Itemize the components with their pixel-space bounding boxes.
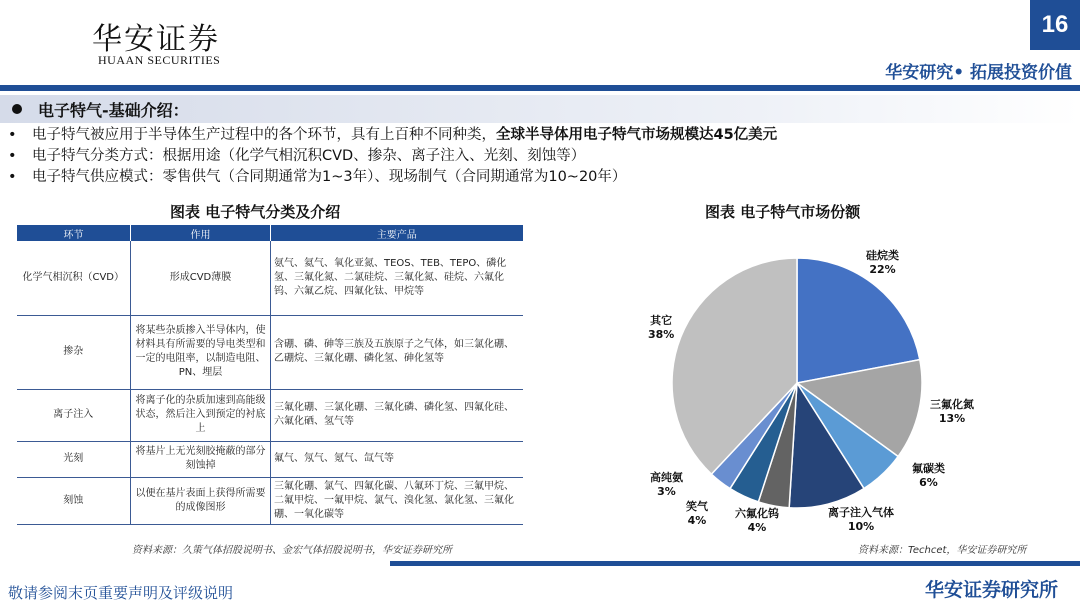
bullet-dot: • xyxy=(8,169,17,185)
bullet-item xyxy=(8,125,1068,146)
pie-label-name: 氟碳类 xyxy=(912,462,945,475)
table-cell-products: 氨气、氦气、氧化亚氮、TEOS、TEB、TEPO、磷化氢、三氟化氮、二氯硅烷、三氟化氮、硅烷、六氟化钨、六氟乙烷、四氟化钛、甲烷等 xyxy=(271,241,523,315)
pie-label-name: 六氟化钨 xyxy=(735,507,779,520)
table-row xyxy=(17,315,523,389)
pie-label-name: 离子注入气体 xyxy=(828,506,894,519)
bullet-item xyxy=(8,167,1068,188)
pie-label-value: 6% xyxy=(919,476,938,489)
gas-classification-table xyxy=(16,225,523,525)
bullet-list xyxy=(8,125,1068,188)
bullet-item xyxy=(8,146,1068,167)
pie-label-value: 22% xyxy=(869,263,896,276)
pie-label-silane xyxy=(866,249,899,277)
section-bullet-icon xyxy=(12,104,22,114)
table-cell-products: 三氟化硼、氯气、四氟化碳、八氟环丁烷、三氟甲烷、二氟甲烷、一氟甲烷、氯气、溴化氢、氯化氢、三氟化硼、一氧化碳等 xyxy=(271,477,523,524)
table-header-products: 主要产品 xyxy=(271,225,523,241)
table-cell-stage: 光刻 xyxy=(17,441,131,477)
pie-label-name: 其它 xyxy=(650,314,673,327)
table-cell-role: 形成CVD薄膜 xyxy=(131,241,271,315)
table-cell-stage: 离子注入 xyxy=(17,389,131,441)
footer-brand: 华安证券研究所 xyxy=(924,579,1058,601)
pie-label-wf6 xyxy=(735,507,779,535)
pie-source-note: 资料来源：Techcet，华安证券研究所 xyxy=(858,545,1027,556)
pie-label-other xyxy=(648,314,674,342)
table-cell-products: 含硼、磷、砷等三族及五族原子之气体，如三氯化硼、乙硼烷、三氟化硼、磷化氢、砷化氢等 xyxy=(271,315,523,389)
bullet-text: 电子特气供应模式：零售供气（合同期通常为1~3年）、现场制气（合同期通常为10~20年） xyxy=(32,169,627,185)
pie-label-ion-implant xyxy=(828,506,894,534)
pie-label-value: 4% xyxy=(747,521,767,534)
table-cell-role: 将某些杂质掺入半导体内，使材料具有所需要的导电类型和一定的电阻率，以制造电阻、PN、埋层 xyxy=(131,315,271,389)
table-row xyxy=(17,441,523,477)
section-header xyxy=(0,95,1080,123)
table-cell-role: 将离子化的杂质加速到高能级状态，然后注入到预定的衬底上 xyxy=(131,389,271,441)
pie-label-value: 13% xyxy=(938,412,966,425)
pie-label-name: 笑气 xyxy=(686,500,708,513)
table-row xyxy=(17,241,523,315)
table-header-stage: 环节 xyxy=(17,225,131,241)
table-header-role: 作用 xyxy=(131,225,271,241)
table-cell-role: 以便在基片表面上获得所需要的成像图形 xyxy=(131,477,271,524)
table-row xyxy=(17,477,523,524)
pie-label-value: 10% xyxy=(847,520,875,533)
header-divider xyxy=(0,85,1080,91)
pie-label-name: 高纯氨 xyxy=(650,471,683,484)
table-cell-stage: 掺杂 xyxy=(17,315,131,389)
table-cell-stage: 化学气相沉积（CVD） xyxy=(17,241,131,315)
pie-label-value: 38% xyxy=(648,328,675,341)
bullet-text: 电子特气被应用于半导体生产过程中的各个环节，具有上百种不同种类， xyxy=(32,127,496,143)
table-source-note: 资料来源：久策气体招股说明书、金宏气体招股说明书，华安证券研究所 xyxy=(132,545,452,556)
pie-label-value: 4% xyxy=(687,514,707,527)
header-slogan: 华安研究• 拓展投资价值 xyxy=(885,63,1072,83)
pie-chart xyxy=(640,232,980,552)
section-title: 电子特气-基础介绍： xyxy=(38,101,189,120)
bullet-strong-text: 全球半导体用电子特气市场规模达45亿美元 xyxy=(496,127,778,143)
table-row xyxy=(17,389,523,441)
page-number: 16 xyxy=(1030,0,1080,50)
bullet-text: 电子特气分类方式：根据用途（化学气相沉积CVD、掺杂、离子注入、光刻、刻蚀等） xyxy=(32,148,586,164)
footer-divider xyxy=(390,561,1080,566)
company-logo-cn: 华安证券 xyxy=(92,22,220,57)
pie-figure-title: 图表 电子特气市场份额 xyxy=(705,203,861,221)
pie-label-nf3 xyxy=(930,398,974,426)
footer-disclaimer: 敬请参阅末页重要声明及评级说明 xyxy=(8,584,234,602)
bullet-dot: • xyxy=(8,127,17,143)
pie-label-nh3 xyxy=(650,471,683,499)
table-cell-products: 三氟化硼、三氯化硼、三氟化磷、磷化氢、四氟化硅、六氟化硒、氢气等 xyxy=(271,389,523,441)
table-figure-title: 图表 电子特气分类及介绍 xyxy=(170,203,341,221)
pie-label-name: 硅烷类 xyxy=(866,249,899,262)
table-header-row xyxy=(17,225,523,241)
pie-label-n2o xyxy=(686,500,708,528)
bullet-dot: • xyxy=(8,148,17,164)
table-cell-products: 氟气、氖气、氪气、氙气等 xyxy=(271,441,523,477)
pie-label-value: 3% xyxy=(657,485,676,498)
pie-label-fluorocarbon xyxy=(912,462,945,490)
table-cell-stage: 刻蚀 xyxy=(17,477,131,524)
company-logo-en: HUAAN SECURITIES xyxy=(98,53,221,67)
table-cell-role: 将基片上无光刻胶掩蔽的部分刻蚀掉 xyxy=(131,441,271,477)
pie-label-name: 三氟化氮 xyxy=(930,398,974,411)
